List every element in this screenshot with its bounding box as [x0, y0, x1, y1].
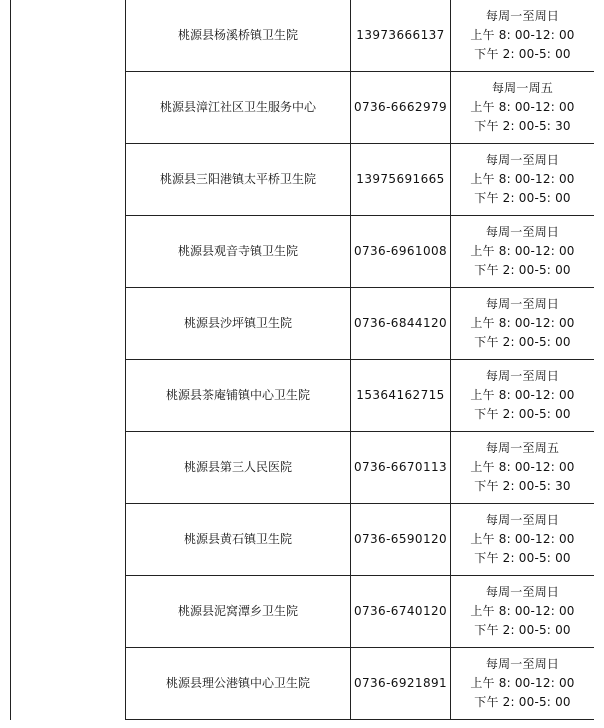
service-days: 每周一至周日: [485, 369, 560, 383]
phone-cell: 0736-6670113: [351, 432, 451, 504]
service-hours-cell: [451, 216, 595, 288]
institution-name-cell: 桃源县茶庵铺镇中心卫生院: [126, 360, 351, 432]
afternoon-hours: 下午 2: 00-5: 00: [474, 191, 571, 205]
service-days: 每周一周五: [491, 81, 553, 95]
morning-hours: 上午 8: 00-12: 00: [470, 532, 575, 546]
afternoon-hours: 下午 2: 00-5: 00: [474, 551, 571, 565]
service-days: 每周一至周日: [485, 153, 560, 167]
afternoon-hours: 下午 2: 00-5: 30: [474, 479, 571, 493]
service-hours-cell: [451, 576, 595, 648]
morning-hours: 上午 8: 00-12: 00: [470, 100, 575, 114]
morning-hours: 上午 8: 00-12: 00: [470, 244, 575, 258]
institution-name-cell: 桃源县三阳港镇太平桥卫生院: [126, 144, 351, 216]
institution-name-cell: 桃源县黄石镇卫生院: [126, 504, 351, 576]
afternoon-hours: 下午 2: 00-5: 00: [474, 263, 571, 277]
service-days: 每周一至周日: [485, 513, 560, 527]
service-days: 每周一至周日: [485, 657, 560, 671]
phone-cell: 13973666137: [351, 0, 451, 72]
service-days: 每周一至周日: [485, 225, 560, 239]
document-page: [10, 0, 594, 728]
phone-cell: 15364162715: [351, 360, 451, 432]
service-hours-cell: [451, 648, 595, 720]
phone-cell: 0736-6740120: [351, 576, 451, 648]
service-hours-cell: [451, 72, 595, 144]
service-hours-cell: [451, 288, 595, 360]
service-hours-cell: [451, 432, 595, 504]
service-days: 每周一至周五: [485, 441, 560, 455]
morning-hours: 上午 8: 00-12: 00: [470, 388, 575, 402]
phone-cell: 0736-6921891: [351, 648, 451, 720]
service-days: 每周一至周日: [485, 9, 560, 23]
service-hours-cell: [451, 144, 595, 216]
afternoon-hours: 下午 2: 00-5: 00: [474, 407, 571, 421]
morning-hours: 上午 8: 00-12: 00: [470, 172, 575, 186]
institution-name-cell: 桃源县漳江社区卫生服务中心: [126, 72, 351, 144]
institution-name-cell: 桃源县第三人民医院: [126, 432, 351, 504]
afternoon-hours: 下午 2: 00-5: 00: [474, 623, 571, 637]
institution-name-cell: 桃源县沙坪镇卫生院: [126, 288, 351, 360]
table-row: [11, 0, 595, 72]
service-hours-cell: [451, 504, 595, 576]
institution-name-cell: 桃源县观音寺镇卫生院: [126, 216, 351, 288]
afternoon-hours: 下午 2: 00-5: 00: [474, 695, 571, 709]
service-days: 每周一至周日: [485, 297, 560, 311]
table-body: [11, 0, 595, 720]
phone-cell: 13975691665: [351, 144, 451, 216]
afternoon-hours: 下午 2: 00-5: 30: [474, 119, 571, 133]
service-days: 每周一至周日: [485, 585, 560, 599]
merged-category-cell: [11, 0, 126, 720]
afternoon-hours: 下午 2: 00-5: 00: [474, 335, 571, 349]
institution-name-cell: 桃源县杨溪桥镇卫生院: [126, 0, 351, 72]
morning-hours: 上午 8: 00-12: 00: [470, 604, 575, 618]
afternoon-hours: 下午 2: 00-5: 00: [474, 47, 571, 61]
service-hours-cell: [451, 0, 595, 72]
institution-name-cell: 桃源县泥窝潭乡卫生院: [126, 576, 351, 648]
institution-name-cell: 桃源县理公港镇中心卫生院: [126, 648, 351, 720]
morning-hours: 上午 8: 00-12: 00: [470, 316, 575, 330]
phone-cell: 0736-6844120: [351, 288, 451, 360]
morning-hours: 上午 8: 00-12: 00: [470, 28, 575, 42]
phone-cell: 0736-6961008: [351, 216, 451, 288]
morning-hours: 上午 8: 00-12: 00: [470, 676, 575, 690]
morning-hours: 上午 8: 00-12: 00: [470, 460, 575, 474]
phone-cell: 0736-6590120: [351, 504, 451, 576]
clinic-schedule-table: [10, 0, 594, 720]
service-hours-cell: [451, 360, 595, 432]
phone-cell: 0736-6662979: [351, 72, 451, 144]
